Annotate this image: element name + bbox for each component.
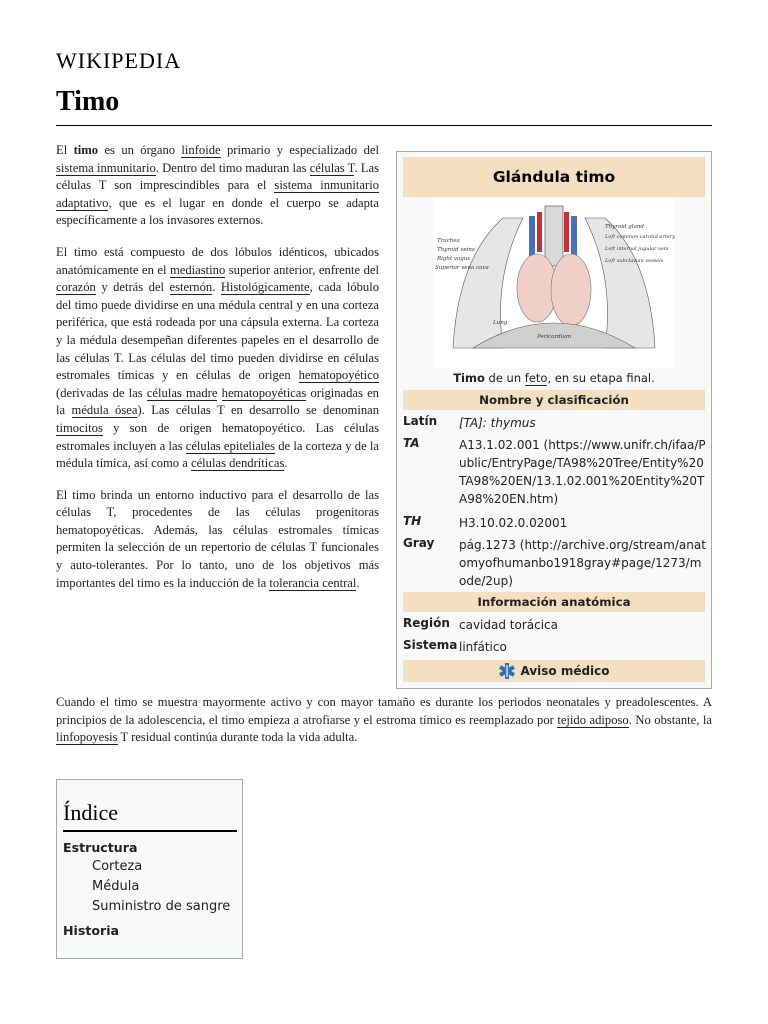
table-of-contents — [56, 779, 243, 959]
link-timocitos[interactable]: timocitos — [56, 420, 103, 435]
link-corazon[interactable]: corazón — [56, 280, 96, 295]
link-hematopoyeticas[interactable]: hematopoyéticas — [221, 385, 307, 400]
row-value[interactable]: pág.1273 (http://archive.org/stream/anatomyofhumanbo1918gray#page/1273/mode/2up) — [459, 538, 706, 588]
link-hematopoyetico[interactable]: hematopoyético — [298, 368, 379, 383]
fig-label: Lung — [493, 320, 508, 326]
row-label: Región — [403, 616, 450, 630]
link-celulas-dendriticas[interactable]: células dendríticas — [191, 456, 285, 471]
row-label[interactable]: TA — [403, 436, 420, 450]
toc-item-medula[interactable]: Médula — [92, 879, 140, 894]
link-feto[interactable]: feto — [524, 371, 548, 385]
fig-label: Pericardium — [537, 334, 572, 340]
text: . — [284, 456, 288, 471]
toc-item-corteza[interactable]: Corteza — [92, 859, 143, 874]
paragraph-1 — [56, 142, 379, 230]
toc-item-historia[interactable]: Historia — [63, 923, 120, 938]
fig-label: Thyroid gland — [605, 224, 644, 230]
paragraph-3 — [56, 487, 379, 593]
text: Cuando el timo se muestra mayormente activo y con mayor tamaño es durante los periodos neonatales y preadolescentes. A principios de la adolescencia, el timo empieza a atrofiarse y el estroma tímico es reemplazado por — [56, 695, 712, 727]
text: , cada lóbulo del timo puede dividirse en una médula central y en una corteza periférica, que está rodeada por una cápsula externa. La corteza y la médula desempeñan diferentes papeles en el desarrollo de las células T. Las células del timo pueden dividirse en células estromales tímicas y en células de origen — [56, 280, 380, 383]
link-linfoide[interactable]: linfoide — [181, 143, 221, 157]
row-label: Latín — [403, 414, 438, 428]
row-value: cavidad torácica — [459, 618, 559, 632]
caption-text: , en su etapa final. — [547, 371, 655, 385]
toc-title: Índice — [63, 800, 118, 825]
row-label[interactable]: TH — [403, 514, 422, 528]
fig-label: Superior vena cava — [435, 265, 489, 271]
wikipedia-logo[interactable]: WIKIPEDIA — [56, 48, 182, 73]
text: El timo está compuesto de dos lóbulos idénticos, ubicados anatómicamente en el — [56, 244, 379, 277]
fig-label: Left subclavian vessels — [605, 258, 664, 264]
paragraph-2 — [56, 244, 379, 473]
link-mediastino[interactable]: mediastino — [170, 262, 226, 277]
text: . — [212, 280, 221, 295]
text: originadas en la — [56, 385, 379, 418]
text: y detrás del — [95, 280, 170, 295]
text: . Las células T son imprescindibles para el — [56, 160, 379, 193]
fig-label: Thyroid veins — [437, 247, 475, 253]
bold-term: timo — [73, 143, 99, 157]
text: superior anterior, enfrente del — [225, 262, 379, 277]
toc-item-suministro[interactable]: Suministro de sangre — [92, 899, 231, 914]
caption-text: de un — [484, 371, 525, 385]
text: (derivadas de las — [56, 385, 147, 400]
text: El — [56, 143, 74, 157]
link-tejido-adiposo[interactable]: tejido adiposo — [557, 712, 629, 727]
link-medula-osea[interactable]: médula ósea — [71, 403, 138, 418]
row-label: Gray — [403, 536, 435, 550]
link-celulas-epiteliales[interactable]: células epiteliales — [185, 438, 275, 453]
toc-divider — [63, 830, 237, 832]
link-celulas-madre[interactable]: células madre — [146, 385, 218, 400]
text: y son de origen hematopoyético. Las células estromales incluyen a las — [56, 420, 379, 453]
medical-notice-label: Aviso médico — [520, 664, 610, 678]
link-sistema-inmunitario-adaptativo[interactable]: sistema inmunitario adaptativo — [56, 178, 379, 210]
artery-left — [537, 212, 542, 252]
link-sistema-inmunitario[interactable]: sistema inmunitario — [56, 160, 156, 175]
paragraph-4 — [56, 694, 712, 747]
link-histologicamente[interactable]: Histológicamente — [220, 280, 310, 295]
text: ). Las células T en desarrollo se denominan — [137, 403, 380, 418]
fig-label: Right vagus — [437, 256, 471, 262]
row-value[interactable]: linfático — [459, 640, 507, 654]
text: T residual continúa durante toda la vida adulta. — [117, 730, 358, 745]
infobox — [396, 151, 712, 689]
fig-label: Left internal jugular vein — [605, 246, 669, 252]
toc-item-estructura[interactable]: Estructura — [63, 840, 138, 855]
fig-label: Trachea — [437, 238, 460, 244]
text: El timo brinda un entorno inductivo para el desarrollo de las células T, procedentes de las células progenitoras hematopoyéticas. Además, las células estromales tímicas permiten la selección de un repertorio de células T funcionales y auto-tolerantes. Por lo tanto, uno de los objetivos más importantes del timo es la inducción de la — [56, 487, 379, 590]
row-value: H3.10.02.0.02001 — [459, 516, 568, 530]
text: , que es el lugar en donde el cuerpo se adapta específicamente a los invasores externos. — [56, 195, 379, 228]
link-celulas-t[interactable]: células T — [309, 160, 355, 175]
row-label: Sistema — [403, 638, 458, 652]
text: . No obstante, la — [628, 712, 712, 727]
thymus-anatomy-illustration[interactable] — [433, 198, 675, 368]
link-linfopoyesis[interactable]: linfopoyesis — [56, 730, 118, 745]
row-value[interactable]: [TA]: thymus — [459, 416, 536, 430]
text: primario y especializado del — [220, 143, 379, 157]
infobox-title: Glándula timo — [403, 157, 705, 197]
thymus-right-lobe — [551, 254, 591, 326]
page-title: Timo — [56, 86, 120, 117]
text: es un órgano — [98, 143, 182, 157]
article-body — [56, 142, 379, 606]
fig-label: Left common carotid artery — [605, 234, 675, 240]
link-esternon[interactable]: esternón — [169, 280, 213, 295]
title-divider — [56, 125, 712, 126]
star-of-life-icon — [498, 662, 516, 680]
text: . — [356, 575, 360, 590]
artery-right — [564, 212, 569, 252]
text — [217, 386, 221, 400]
infobox-section-header: Nombre y clasificación — [403, 390, 705, 410]
infobox-section-header: Información anatómica — [403, 592, 705, 612]
medical-notice[interactable] — [403, 660, 705, 682]
infobox-caption — [403, 371, 705, 385]
caption-bold: Timo — [453, 371, 485, 385]
trachea-shape — [545, 206, 563, 266]
text: . Dentro del timo maduran las — [155, 160, 310, 175]
text: de la corteza y de la médula tímica, así como a — [56, 438, 379, 471]
link-tolerancia-central[interactable]: tolerancia central — [269, 575, 357, 590]
row-value[interactable]: A13.1.02.001 (https://www.unifr.ch/ifaa/Public/EntryPage/TA98%20Tree/Entity%20TA98%20EN/13.1.02.001%20Entity%20TA98%20EN.htm) — [459, 438, 706, 506]
